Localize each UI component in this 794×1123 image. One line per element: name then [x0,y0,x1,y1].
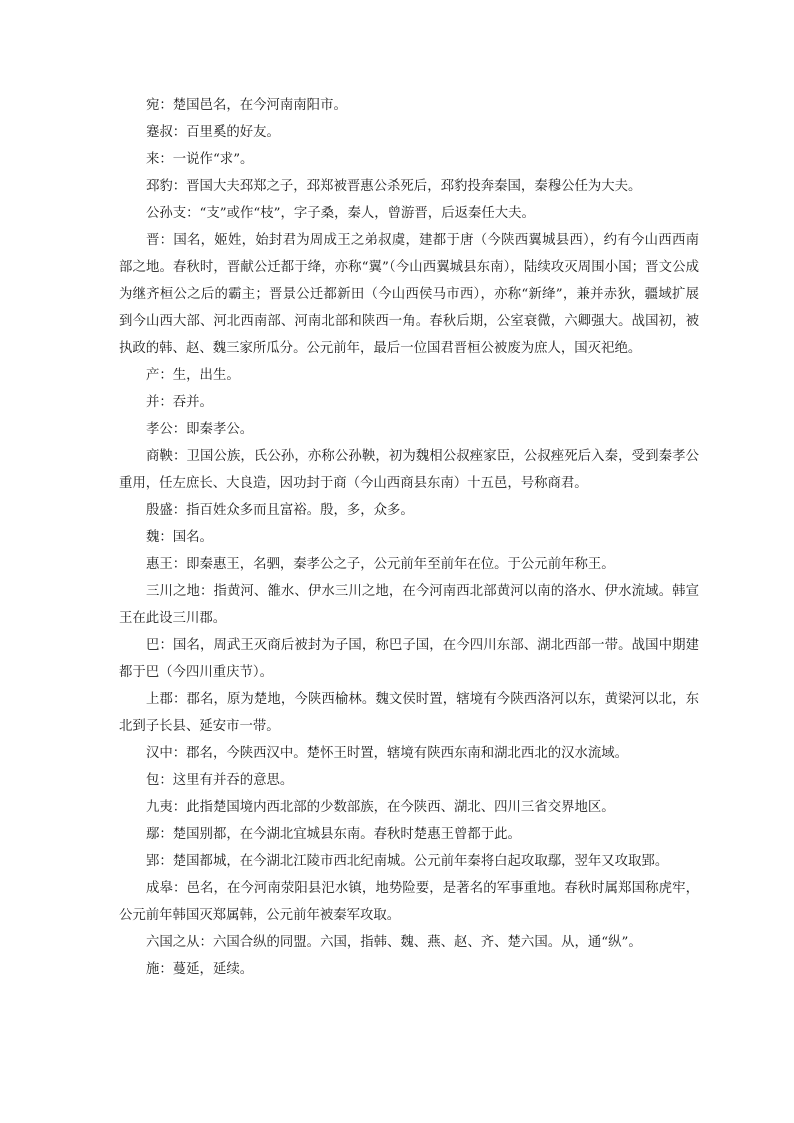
annotation-entry: 三川之地：指黄河、雒水、伊水三川之地，在今河南西北部黄河以南的洛水、伊水流域。韩宣王在此设三川郡。 [119,584,699,626]
annotation-entry: 上郡：郡名，原为楚地，今陕西榆林。魏文侯时置，辖境有今陕西洛河以东，黄梁河以北，东北到子长县、延安市一带。 [119,692,699,734]
annotation-entry: 蹇叔：百里奚的好友。 [146,125,280,140]
annotation-entry: 晋：国名，姬姓，始封君为周成王之弟叔虞，建都于唐（今陕西翼城县西），约有今山西西南部之地。春秋时，晋献公迁都于绛，亦称“翼”（今山西翼城县东南），陆续攻灭周围小国；晋文公成为继齐桓公之后的霸主；晋景公迁都新田（今山西侯马市西），亦称“新绛”，兼并赤狄，疆域扩展到今山西大部、河北西南部、河南北部和陕西一角。春秋后期，公室衰微，六卿强大。战国初，被执政的韩、赵、魏三家所瓜分。公元前年，最后一位国君晋桓公被废为庶人，国灭祀绝。 [119,233,699,356]
annotation-entry: 邳豹：晋国大夫邳郑之子，邳郑被晋惠公杀死后，邳豹投奔秦国，秦穆公任为大夫。 [146,179,642,194]
annotation-entry: 成皋：邑名，在今河南荥阳县汜水镇，地势险要，是著名的军事重地。春秋时属郑国称虎牢，公元前年韩国灭郑属韩，公元前年被秦军攻取。 [119,881,699,923]
annotation-entry: 巴：国名，周武王灭商后被封为子国，称巴子国，在今四川东部、湖北西部一带。战国中期建都于巴（今四川重庆节）。 [119,638,699,680]
annotation-entry: 九夷：此指楚国境内西北部的少数部族，在今陕西、湖北、四川三省交界地区。 [146,800,615,815]
annotation-entry: 包：这里有并吞的意思。 [146,773,294,788]
annotation-entry: 施：蔓延，延续。 [146,962,254,977]
annotation-entry: 鄢：楚国别都，在今湖北宜城县东南。春秋时楚惠王曾都于此。 [146,827,521,842]
annotation-entry: 郢：楚国都城，在今湖北江陵市西北纪南城。公元前年秦将白起攻取鄢，翌年又攻取郢。 [146,854,669,869]
annotation-entry: 惠王：即秦惠王，名驷，秦孝公之子，公元前年至前年在位。于公元前年称王。 [146,557,615,572]
annotation-entry: 魏：国名。 [146,530,213,545]
annotation-entry: 并：吞并。 [146,395,213,410]
annotation-list [119,92,699,983]
annotation-entry: 六国之从：六国合纵的同盟。六国，指韩、魏、燕、赵、齐、楚六国。从，通“纵”。 [146,935,642,950]
annotation-entry: 孝公：即秦孝公。 [146,422,254,437]
annotation-entry: 汉中：郡名，今陕西汉中。楚怀王时置，辖境有陕西东南和湖北西北的汉水流域。 [146,746,629,761]
annotation-entry: 来：一说作“求”。 [146,152,254,167]
annotation-entry: 商鞅：卫国公族，氏公孙，亦称公孙鞅，初为魏相公叔痤家臣，公叔痤死后入秦，受到秦孝公重用，任左庶长、大良造，因功封于商（今山西商县东南）十五邑，号称商君。 [119,449,699,491]
annotation-entry: 公孙支：“支”或作“枝”，字子桑，秦人，曾游晋，后返秦任大夫。 [146,206,535,221]
annotation-entry: 殷盛：指百姓众多而且富裕。殷，多，众多。 [146,503,414,518]
annotation-entry: 宛：楚国邑名，在今河南南阳市。 [146,98,347,113]
annotation-entry: 产：生，出生。 [146,368,240,383]
